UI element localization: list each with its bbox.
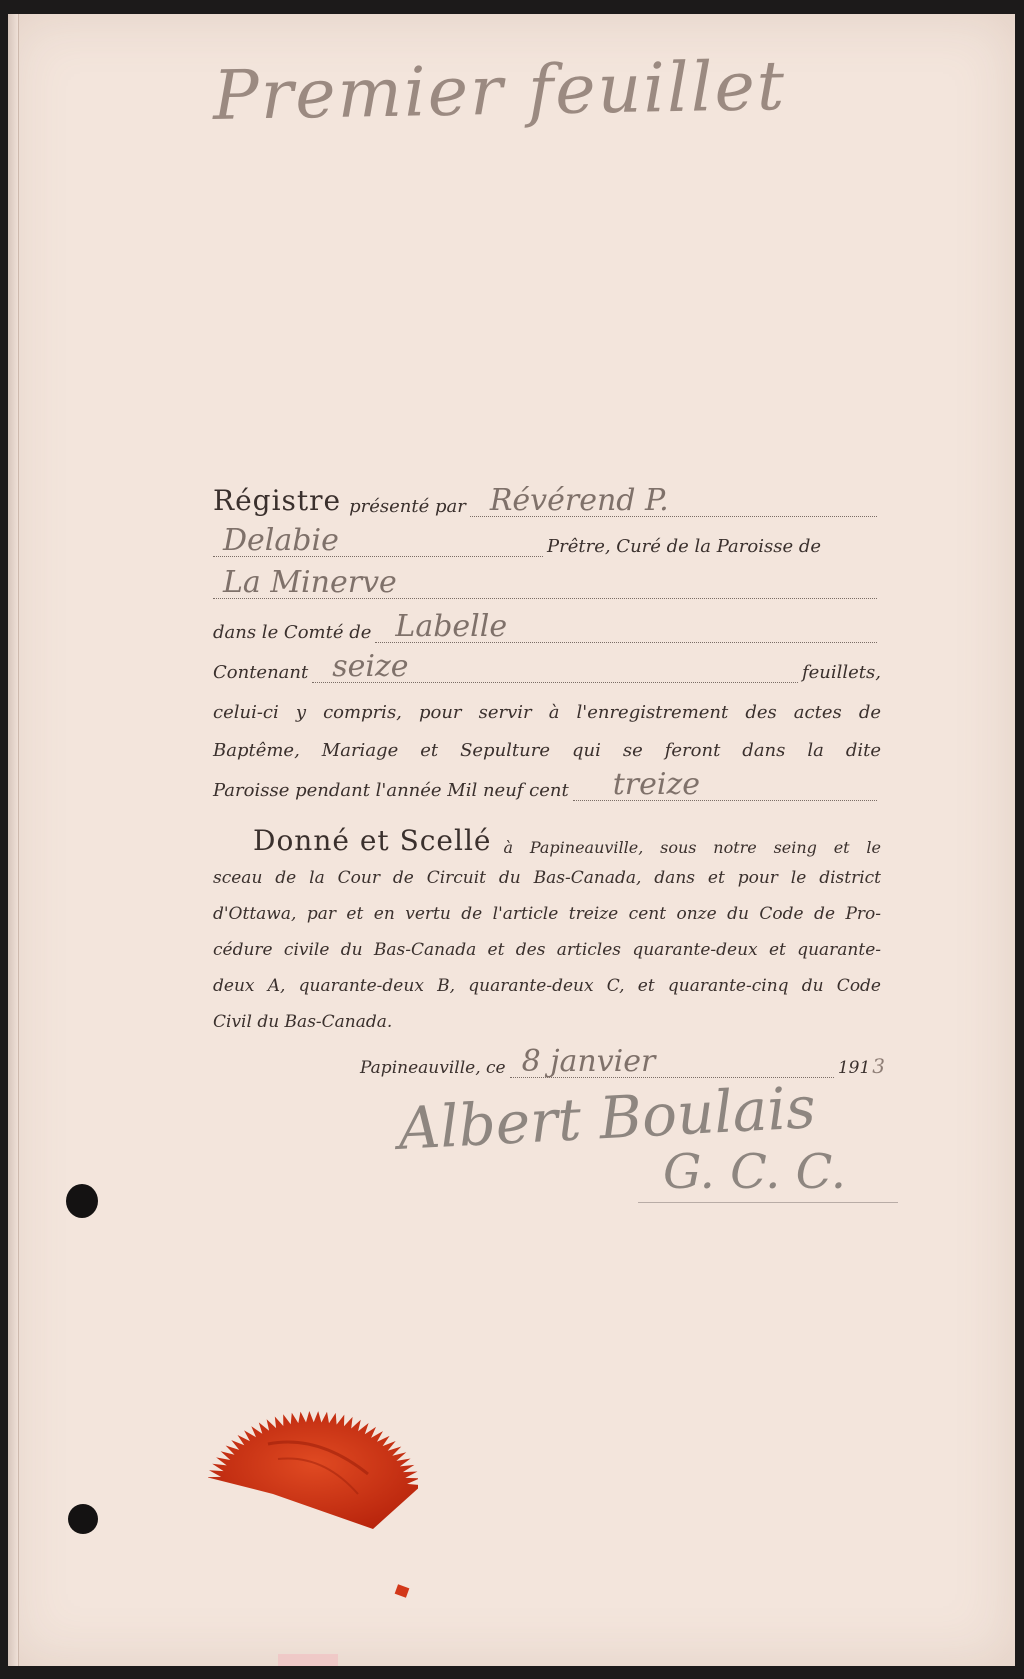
paroisse-field [213, 565, 877, 600]
pink-paper-fragment [278, 1654, 338, 1666]
document-page [8, 14, 1015, 1666]
pretre-line [213, 523, 881, 558]
paroisse-value: La Minerve [223, 565, 397, 600]
contenant-label: Contenant [213, 662, 309, 683]
feuillets-label: feuillets, [801, 662, 881, 683]
year-prefix: 191 [837, 1058, 871, 1078]
annee-line [213, 767, 881, 802]
contenant-value: seize [332, 649, 409, 684]
signature-name: Albert Boulais [396, 1073, 818, 1163]
para-line-4: deux A, quarante-deux B, quarante-deux C, et quarante-cinq du Code [213, 976, 881, 996]
comte-field [375, 609, 877, 644]
donne-rest: à Papineauville, sous notre seing et le [503, 838, 881, 857]
red-seal-icon [208, 1404, 418, 1534]
donne-label: Donné et Scellé [253, 824, 492, 857]
binding-spine [8, 14, 19, 1666]
para-line-5: Civil du Bas-Canada. [213, 1012, 393, 1032]
presente-par-label: présenté par [349, 496, 466, 517]
name-field [213, 523, 543, 558]
para-line-1: sceau de la Cour de Circuit du Bas-Canada, dans et pour le district [213, 868, 881, 888]
annee-value: treize [612, 767, 701, 802]
comte-label: dans le Comté de [213, 622, 372, 643]
paroisse-line [213, 565, 881, 600]
donne-line [253, 824, 881, 857]
registre-line [213, 484, 881, 517]
year-suffix: 3 [872, 1054, 885, 1078]
annee-label: Paroisse pendant l'année Mil neuf cent [213, 780, 569, 801]
presente-par-field [470, 483, 877, 518]
pretre-label: Prêtre, Curé de la Paroisse de [547, 536, 822, 557]
name-value: Delabie [223, 523, 339, 558]
body-line-2: Baptême, Mariage et Sepulture qui se feront dans la dite [213, 740, 881, 761]
comte-value: Labelle [395, 609, 508, 644]
date-value: 8 janvier [521, 1044, 656, 1079]
annee-field [573, 767, 877, 802]
signature-title: G. C. C. [663, 1144, 846, 1200]
handwritten-title: Premier feuillet [212, 47, 787, 136]
para-line-2: d'Ottawa, par et en vertu de l'article treize cent onze du Code de Pro- [213, 904, 881, 924]
contenant-field [312, 649, 798, 684]
punch-hole-top [66, 1184, 98, 1218]
signature-underline [638, 1202, 898, 1203]
red-seal-fragment [395, 1584, 410, 1598]
comte-line [213, 609, 881, 644]
contenant-line [213, 649, 881, 684]
place-label: Papineauville, ce [360, 1058, 506, 1078]
presente-par-value: Révérend P. [489, 483, 669, 518]
para-line-3: cédure civile du Bas-Canada et des articles quarante-deux et quarante- [213, 940, 881, 960]
body-line-1: celui-ci y compris, pour servir à l'enregistrement des actes de [213, 702, 881, 723]
registre-label: Régistre [213, 484, 342, 517]
punch-hole-bottom [68, 1504, 98, 1534]
